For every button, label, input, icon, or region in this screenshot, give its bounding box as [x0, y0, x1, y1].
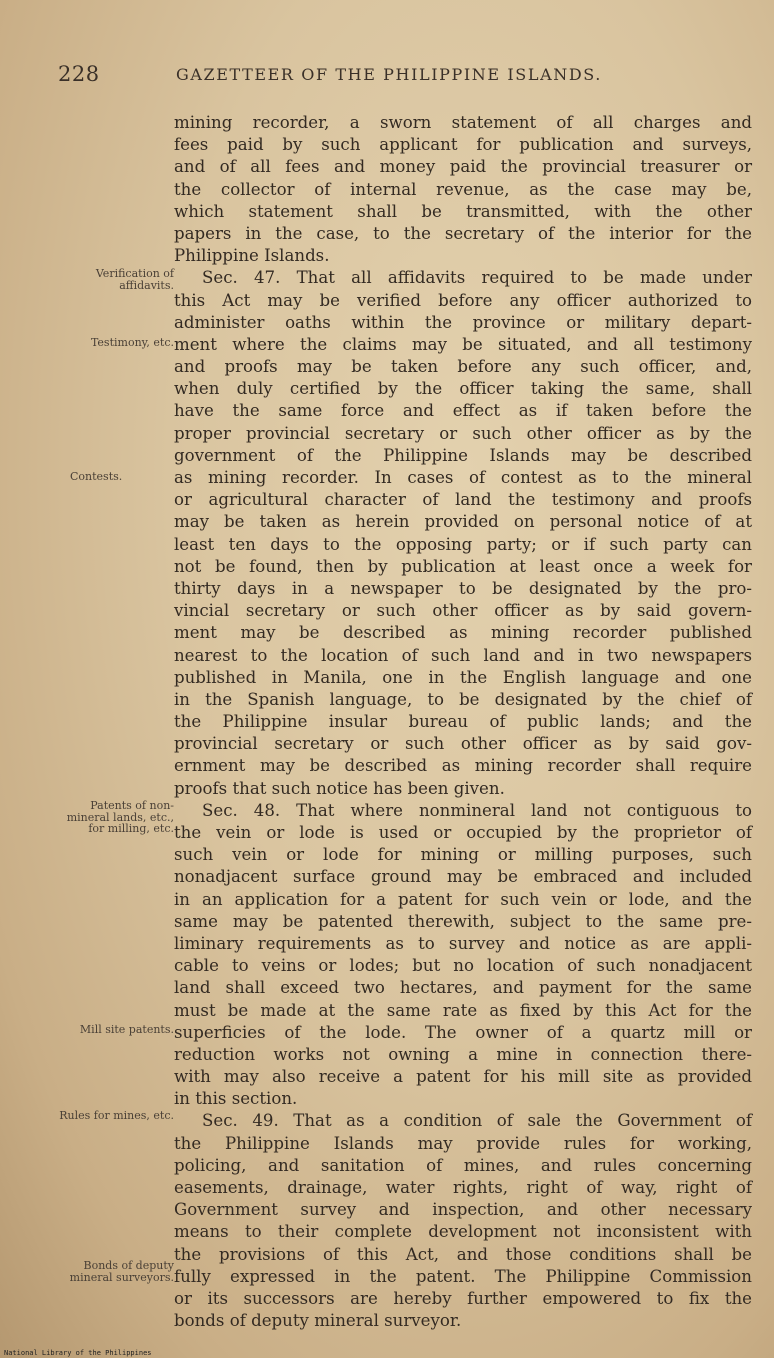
text-line: government of the Philippine Islands may be described	[174, 445, 752, 465]
text-line: ment where the claims may be situated, and all testimony	[174, 334, 752, 354]
text-line: and of all fees and money paid the provincial treasurer or	[174, 157, 752, 177]
text-line: with may also receive a patent for his mill site as provided	[174, 1067, 752, 1087]
text-line: proofs that such notice has been given.	[174, 778, 505, 798]
text-line: administer oaths within the province or military depart-	[174, 312, 752, 332]
text-line: have the same force and effect as if taken before the	[174, 401, 752, 421]
text-line: the vein or lode is used or occupied by the proprietor of	[174, 823, 752, 842]
section-47-start: Sec. 47. That all affidavits required to be made under	[202, 268, 752, 288]
text-line: bonds of deputy mineral surveyor.	[174, 1311, 462, 1331]
text-line: easements, drainage, water rights, right of way, right of	[174, 1178, 752, 1197]
text-line: fully expressed in the patent. The Philippine Commission	[174, 1266, 752, 1286]
text-line: in this section.	[174, 1089, 298, 1109]
text-line: same may be patented therewith, subject to the same pre-	[174, 911, 752, 931]
text-line: or agricultural character of land the testimony and proofs	[174, 490, 752, 510]
page-number: 228	[58, 62, 100, 86]
text-line: not be found, then by publication at least once a week for	[174, 556, 752, 576]
text-line: superficies of the lode. The owner of a quartz mill or	[174, 1022, 752, 1042]
margin-note-bonds: Bonds of deputy mineral surveyors.	[69, 1259, 174, 1284]
margin-note-patents-nonmineral: Patents of non-mineral lands, etc., for milling, etc.	[66, 799, 174, 835]
text-line: in an application for a patent for such vein or lode, and the	[174, 889, 752, 909]
text-line: this Act may be verified before any officer authorized to	[174, 290, 752, 310]
text-line: means to their complete development not inconsistent with	[174, 1222, 752, 1242]
text-line: nearest to the location of such land and in two newspapers	[174, 645, 752, 665]
text-line: land shall exceed two hectares, and payment for the same	[174, 978, 752, 998]
section-48-start: Sec. 48. That where nonmineral land not contiguous to	[202, 800, 752, 820]
text-line: published in Manila, one in the English language and one	[174, 667, 752, 687]
text-line: least ten days to the opposing party; or if such party can	[174, 534, 752, 554]
text-line: must be made at the same rate as fixed by this Act for the	[174, 1000, 752, 1020]
text-line: and proofs may be taken before any such officer, and,	[174, 357, 752, 377]
text-line: or its successors are hereby further empowered to fix the	[174, 1288, 752, 1308]
margin-note-mill-site: Mill site patents.	[79, 1023, 174, 1036]
text-line: proper provincial secretary or such other officer as by the	[174, 423, 752, 443]
text-line: the Philippine insular bureau of public lands; and the	[174, 712, 752, 732]
margin-note-contests: Contests.	[70, 470, 123, 483]
section-49-start: Sec. 49. That as a condition of sale the Government of	[202, 1111, 752, 1131]
text-line: mining recorder, a sworn statement of all charges and	[174, 113, 752, 132]
text-line: reduction works not owning a mine in connection there-	[174, 1044, 752, 1064]
margin-note-verification: Verification of affidavits.	[95, 267, 174, 292]
footer-credit: National Library of the Philippines	[4, 1349, 152, 1357]
text-line: provincial secretary or such other officer as by said gov-	[174, 734, 752, 754]
text-line: ment may be described as mining recorder published	[174, 623, 752, 643]
text-line: the provisions of this Act, and those conditions shall be	[174, 1244, 752, 1264]
text-line: Government survey and inspection, and other necessary	[174, 1200, 752, 1220]
text-line: in the Spanish language, to be designated by the chief of	[174, 689, 752, 709]
text-line: cable to veins or lodes; but no location of such nonadjacent	[174, 956, 752, 976]
text-line: when duly certified by the officer taking the same, shall	[174, 379, 752, 399]
text-line: may be taken as herein provided on personal notice of at	[174, 512, 752, 532]
text-line: policing, and sanitation of mines, and rules concerning	[174, 1155, 752, 1175]
text-line: Philippine Islands.	[174, 246, 330, 266]
text-line: the collector of internal revenue, as the case may be,	[174, 179, 752, 199]
text-line: the Philippine Islands may provide rules for working,	[174, 1133, 752, 1153]
text-line: such vein or lode for mining or milling purposes, such	[174, 845, 752, 865]
text-line: liminary requirements as to survey and notice as are appli-	[174, 933, 752, 953]
text-line: vincial secretary or such other officer as by said govern-	[174, 601, 752, 621]
text-line: fees paid by such applicant for publication and surveys,	[174, 135, 752, 155]
text-line: thirty days in a newspaper to be designated by the pro-	[174, 578, 752, 598]
text-line: as mining recorder. In cases of contest as to the mineral	[174, 468, 752, 487]
running-title: GAZETTEER OF THE PHILIPPINE ISLANDS.	[176, 65, 602, 84]
text-line: ernment may be described as mining recorder shall require	[174, 756, 752, 776]
text-line: which statement shall be transmitted, with the other	[174, 201, 752, 221]
margin-note-rules-mines: Rules for mines, etc.	[59, 1109, 174, 1122]
body-text	[174, 112, 752, 1332]
margin-note-testimony: Testimony, etc.	[90, 336, 174, 349]
text-line: nonadjacent surface ground may be embraced and included	[174, 867, 752, 887]
page-header	[58, 62, 748, 92]
text-line: papers in the case, to the secretary of the interior for the	[174, 223, 752, 243]
